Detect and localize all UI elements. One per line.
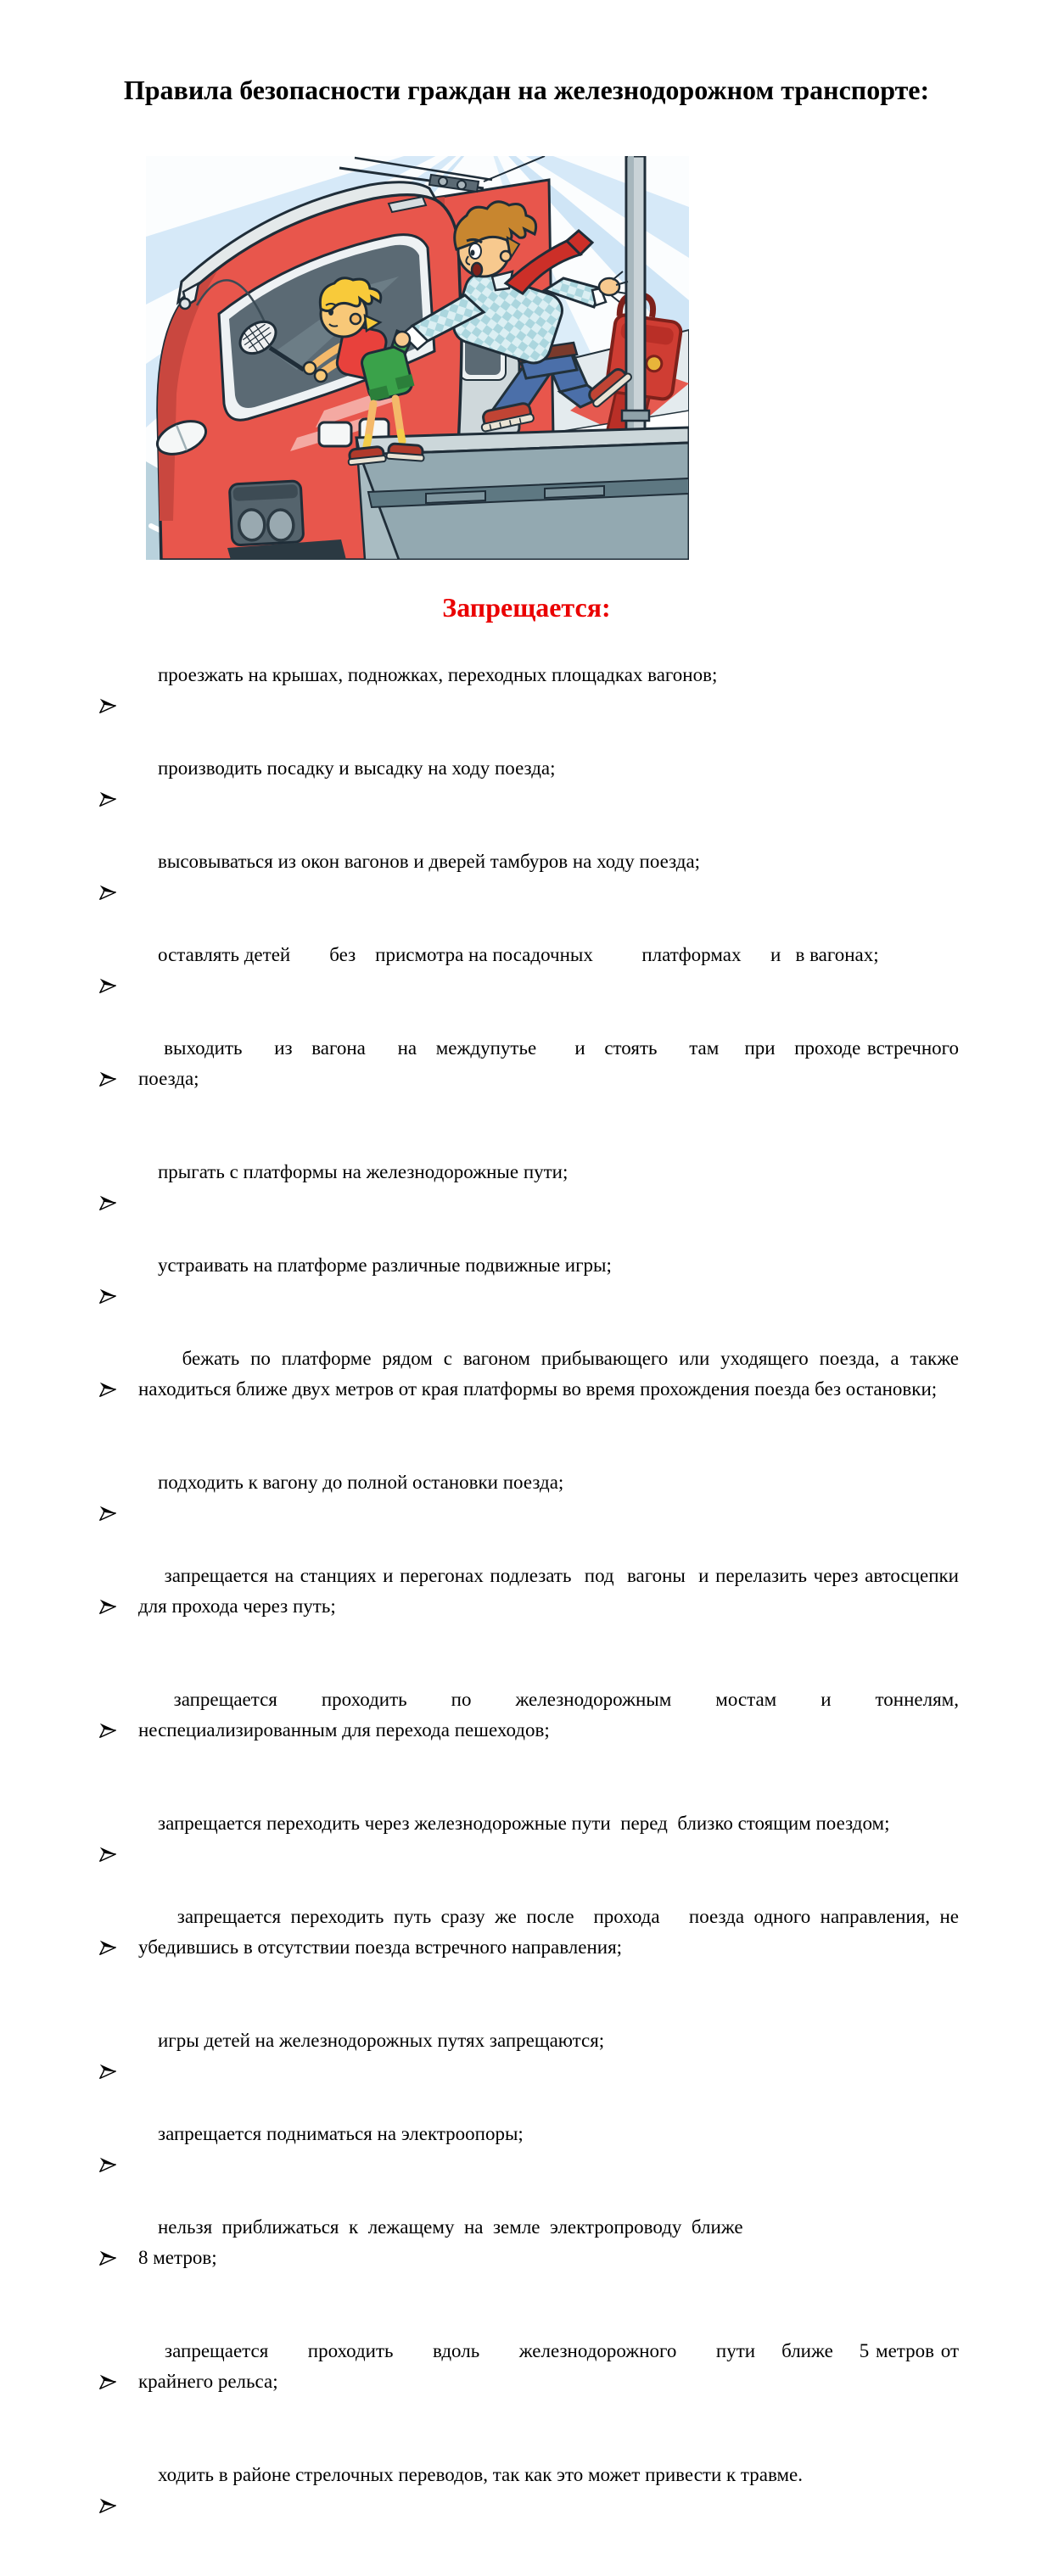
rule-item [96, 1778, 959, 1869]
rule-text: ходить в районе стрелочных переводов, так как это может привести к травме. [158, 2464, 803, 2485]
rule-text: оставлять детей без присмотра на посадочных платформах и в вагонах; [158, 944, 879, 965]
rule-text: бежать по платформе рядом с вагоном прибывающего или уходящего поезда, а также находиться ближе двух метров от края платформы во время прохождения поезда без остановки; [138, 1348, 964, 1400]
rule-text: выходить из вагона на междупутье и стоять там при проходе встречного поезда; [138, 1037, 964, 1089]
rule-item [96, 1437, 959, 1528]
arrow-bullet-icon [98, 1009, 117, 1027]
rule-text: запрещается проходить вдоль железнодорожного пути ближе 5 метров от крайнего рельса; [138, 2340, 964, 2392]
rule-text: высовываться из окон вагонов и дверей тамбуров на ходу поезда; [158, 851, 701, 872]
rule-text: запрещается переходить через железнодорожные пути перед близко стоящим поездом; [158, 1813, 890, 1834]
railway-safety-cartoon [146, 156, 689, 560]
section-heading: Запрещается: [442, 592, 611, 623]
rules-list [96, 629, 964, 2523]
illustration [146, 156, 689, 560]
arrow-bullet-icon [98, 1226, 117, 1244]
arrow-bullet-icon [98, 1536, 117, 1555]
catenary-pole [622, 156, 649, 455]
rule-item [96, 1003, 964, 1125]
rule-text: запрещается переходить путь сразу же после прохода поезда одного направления, не убедившись в отсутствии поезда встречного направления; [138, 1906, 964, 1958]
rule-text: проезжать на крышах, подножках, переходных площадках вагонов; [158, 664, 718, 685]
arrow-bullet-icon [98, 2188, 117, 2206]
rule-item [96, 1220, 959, 1311]
arrow-bullet-icon [98, 1660, 117, 1679]
arrow-bullet-icon [98, 822, 117, 841]
rule-item [96, 723, 959, 814]
rule-item [96, 1654, 964, 1776]
rule-text: запрещается на станциях и перегонах подлезать под вагоны и перелазить через автосцепки для прохода через путь; [138, 1565, 964, 1617]
rule-text: устраивать на платформе различные подвижные игры; [158, 1254, 612, 1276]
arrow-bullet-icon [98, 1877, 117, 1896]
page-title: Правила безопасности граждан на железнодорожном транспорте: [123, 75, 930, 105]
rule-item [96, 1530, 964, 1652]
arrow-bullet-icon [98, 915, 117, 934]
rule-item [96, 1871, 964, 1993]
rule-text: производить посадку и высадку на ходу поезда; [158, 757, 556, 779]
arrow-bullet-icon [98, 729, 117, 747]
rule-item [96, 2429, 959, 2521]
rule-text: запрещается проходить по железнодорожным мостам и тоннелям, неспециализированным для перехода пешеходов; [138, 1689, 964, 1741]
rule-text: запрещается подниматься на электроопоры; [158, 2123, 524, 2144]
arrow-bullet-icon [98, 1319, 117, 1338]
rule-item [96, 816, 959, 908]
arrow-bullet-icon [98, 2001, 117, 2020]
rule-item [96, 2088, 959, 2180]
rule-item [96, 1995, 959, 2087]
arrow-bullet-icon [98, 2435, 117, 2454]
rule-item [96, 1313, 964, 1435]
arrow-bullet-icon [98, 635, 117, 654]
arrow-bullet-icon [98, 1443, 117, 1461]
coupler-box [229, 481, 304, 545]
arrow-bullet-icon [98, 2311, 117, 2330]
rule-text: подходить к вагону до полной остановки поезда; [158, 1472, 564, 1493]
rule-item [96, 2305, 964, 2428]
arrow-bullet-icon [98, 1784, 117, 1802]
arrow-bullet-icon [98, 1132, 117, 1151]
rule-text: игры детей на железнодорожных путях запрещаются; [158, 2030, 605, 2051]
rule-item [96, 2182, 959, 2304]
rule-text: прыгать с платформы на железнодорожные пути; [158, 1161, 569, 1182]
rule-item [96, 629, 959, 721]
arrow-bullet-icon [98, 2094, 117, 2113]
rule-text: нельзя приближаться к лежащему на земле электропроводу ближе 8 метров; [138, 2216, 743, 2268]
rule-item [96, 1126, 959, 1218]
rule-item [96, 909, 959, 1001]
